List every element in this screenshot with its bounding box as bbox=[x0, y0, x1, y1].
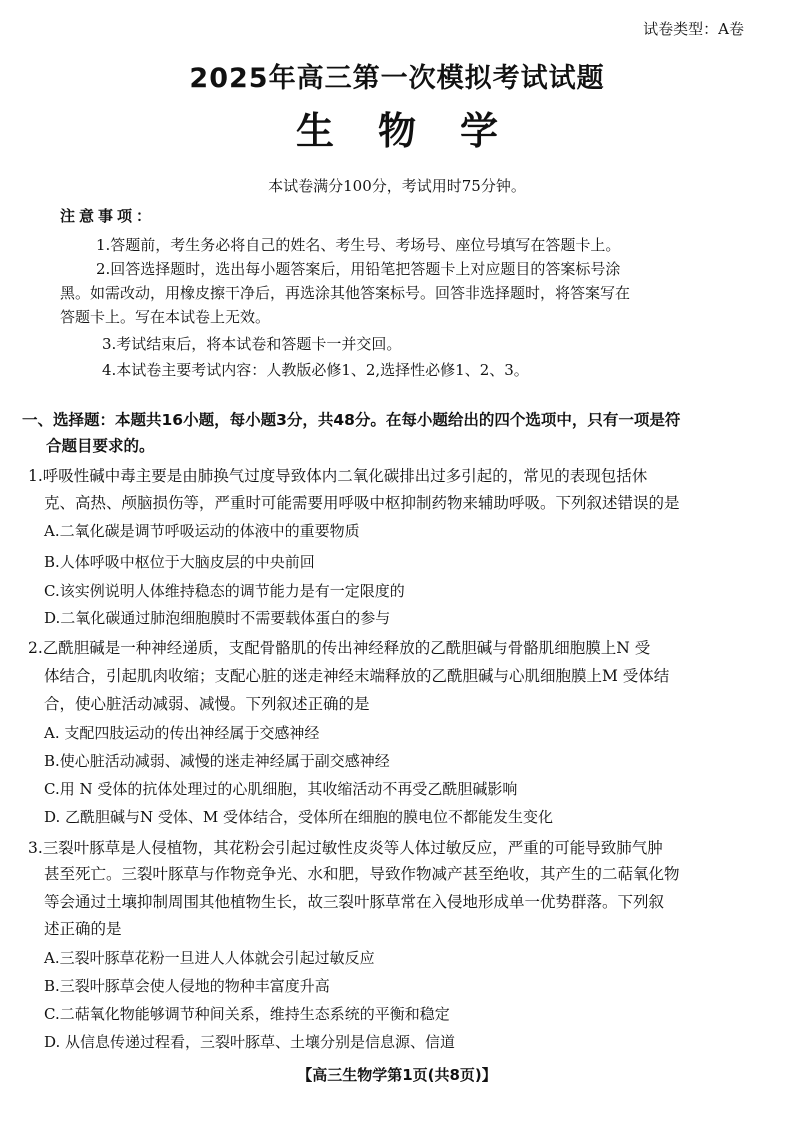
question-1-option-a: A.二氧化碳是调节呼吸运动的体液中的重要物质 bbox=[44, 522, 360, 540]
question-3-text: 等会通过土壤抑制周围其他植物生长，故三裂叶豚草常在入侵地形成单一优势群落。下列叙 bbox=[44, 893, 665, 911]
question-3-text: 述正确的是 bbox=[44, 920, 122, 938]
question-2-text: 2.乙酰胆碱是一种神经递质，支配骨骼肌的传出神经释放的乙酰胆碱与骨骼肌细胞膜上N 受 bbox=[28, 639, 651, 657]
exam-title: 2025年高三第一次模拟考试试题 bbox=[189, 63, 605, 94]
question-1-option-c: C.该实例说明人体维持稳态的调节能力是有一定限度的 bbox=[44, 582, 405, 600]
section-heading: 一、选择题：本题共16小题，每小题3分，共48分。在每小题给出的四个选项中，只有一项是符 bbox=[22, 411, 681, 429]
question-2-option-b: B.使心脏活动减弱、减慢的迷走神经属于副交感神经 bbox=[44, 752, 390, 770]
question-3-option-d: D. 从信息传递过程看，三裂叶豚草、土壤分别是信息源、信道 bbox=[44, 1033, 456, 1051]
notice-line: 黑。如需改动，用橡皮擦干净后，再选涂其他答案标号。回答非选择题时，将答案写在 bbox=[60, 284, 631, 302]
question-1-option-b: B.人体呼吸中枢位于大脑皮层的中央前回 bbox=[44, 553, 315, 571]
subject-title: 生物学 bbox=[295, 109, 542, 153]
exam-info: 本试卷满分100分，考试用时75分钟。 bbox=[268, 177, 526, 195]
notice-line: 答题卡上。写在本试卷上无效。 bbox=[60, 308, 271, 326]
question-3-text: 3.三裂叶豚草是人侵植物，其花粉会引起过敏性皮炎等人体过敏反应，严重的可能导致肺气肿 bbox=[28, 839, 663, 857]
question-1-option-d: D.二氧化碳通过肺泡细胞膜时不需要载体蛋白的参与 bbox=[44, 609, 391, 627]
section-heading-cont: 合题目要求的。 bbox=[46, 437, 155, 455]
notice-heading: 注意事项： bbox=[60, 207, 156, 225]
paper-type-label: 试卷类型：A卷 bbox=[643, 20, 744, 38]
question-2-option-a: A. 支配四肢运动的传出神经属于交感神经 bbox=[44, 724, 320, 742]
question-2-option-c: C.用 N 受体的抗体处理过的心肌细胞，其收缩活动不再受乙酰胆碱影响 bbox=[44, 780, 518, 798]
question-2-text: 体结合，引起肌肉收缩；支配心脏的迷走神经末端释放的乙酰胆碱与心肌细胞膜上M 受体结 bbox=[44, 667, 670, 685]
question-1-text: 克、高热、颅脑损伤等，严重时可能需要用呼吸中枢抑制药物来辅助呼吸。下列叙述错误的是 bbox=[44, 494, 680, 512]
notice-line: 2.回答选择题时，选出每小题答案后，用铅笔把答题卡上对应题目的答案标号涂 bbox=[96, 260, 621, 278]
notice-line: 1.答题前，考生务必将自己的姓名、考生号、考场号、座位号填写在答题卡上。 bbox=[96, 236, 621, 254]
question-2-text: 合，使心脏活动减弱、减慢。下列叙述正确的是 bbox=[44, 695, 370, 713]
question-3-option-a: A.三裂叶豚草花粉一旦进人人体就会引起过敏反应 bbox=[44, 949, 375, 967]
question-3-option-c: C.二萜氧化物能够调节种间关系，维持生态系统的平衡和稳定 bbox=[44, 1005, 450, 1023]
notice-line: 3.考试结束后，将本试卷和答题卡一并交回。 bbox=[102, 335, 402, 353]
question-2-option-d: D. 乙酰胆碱与N 受体、M 受体结合，受体所在细胞的膜电位不都能发生变化 bbox=[44, 808, 554, 826]
question-1-text: 1.呼吸性碱中毒主要是由肺换气过度导致体内二氧化碳排出过多引起的，常见的表现包括休 bbox=[28, 467, 648, 485]
question-3-option-b: B.三裂叶豚草会使人侵地的物种丰富度升高 bbox=[44, 977, 330, 995]
page-footer: 【高三生物学第1页(共8页)】 bbox=[297, 1066, 497, 1084]
notice-line: 4.本试卷主要考试内容：人教版必修1、2,选择性必修1、2、3。 bbox=[102, 361, 529, 379]
question-3-text: 甚至死亡。三裂叶豚草与作物竞争光、水和肥，导致作物减产甚至绝收，其产生的二萜氧化物 bbox=[44, 865, 680, 883]
